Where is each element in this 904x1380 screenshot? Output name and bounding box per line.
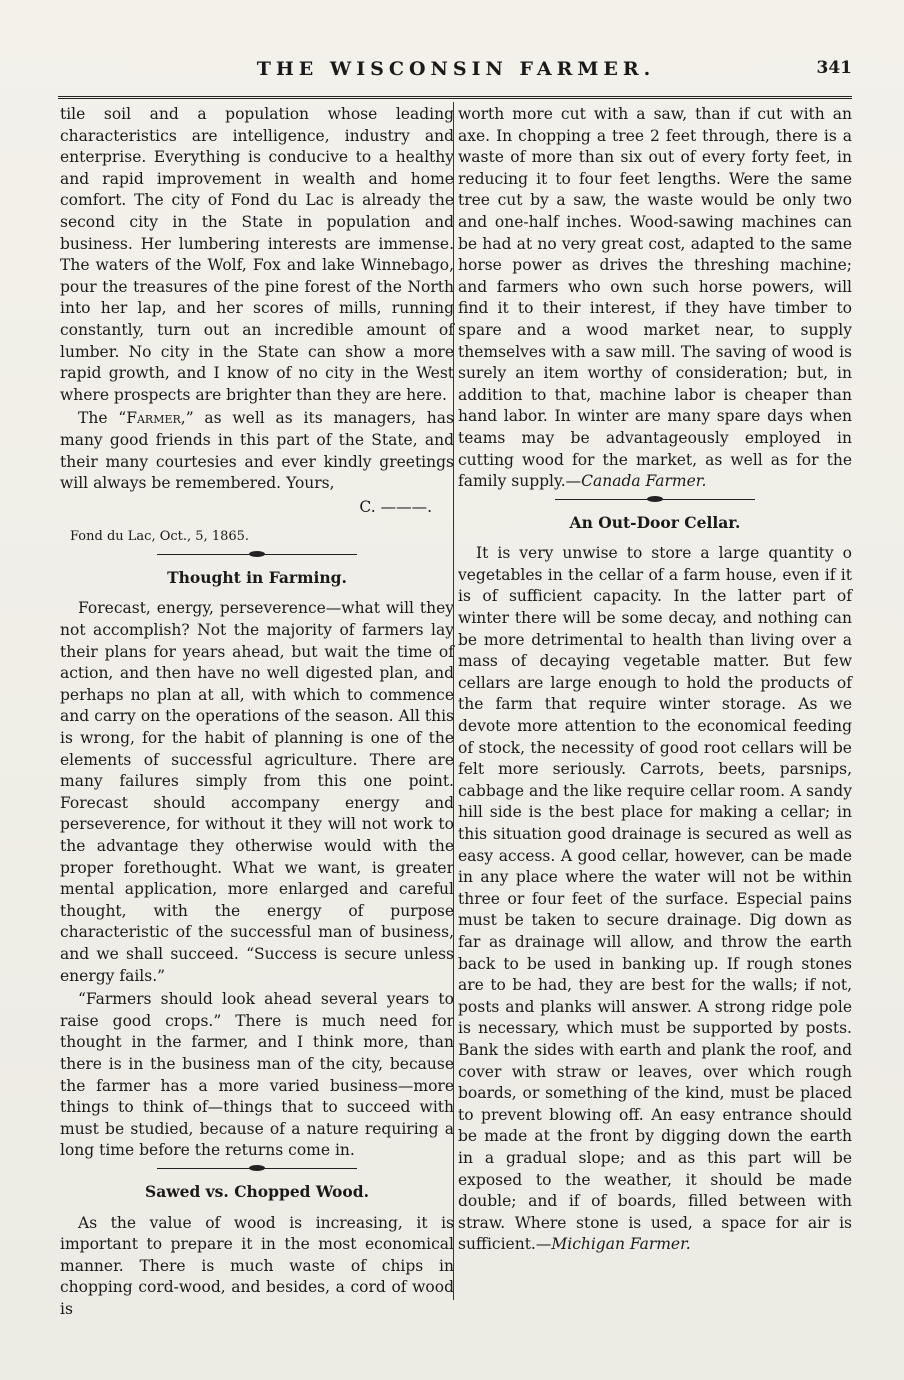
heading-thought-in-farming: Thought in Farming. bbox=[167, 567, 347, 587]
letter-closing: Yours, bbox=[286, 474, 335, 493]
cellar-text: It is very unwise to store a large quantity o vegetables in the cellar of a farm house, even if it is of sufficient capacity. In the latter part of winter there will be some decay, and nothing can be more detrimental to health than living over a mass of decaying vegetable matter. But few cellars are large enough to hold the products of the farm that require winter storage. As we devote more attention to the economical feeding of stock, the necessity of good root cellars will be felt more seriously. Carrots, beets, parsnips, cabbage and the like require cellar room. A sandy hill side is the best place for making a cellar; in this situation good drainage is secured as well as easy access. A good cellar, however, can be made in any place where the water will not be within three or four feet of the surface. Especial pains must be taken to secure drainage. Dig down as far as drainage will allow, and throw the earth back to be used in banking up. If rough stones are to be had, they are best for the walls; if not, posts and planks will answer. A strong ridge pole is necessary, which must be supported by posts. Bank the sides with earth and plank the roof, and cover with straw or leaves, over which rough boards, or something of the kind, must be placed to prevent blowing off. An easy entrance should be made at the front by digging down the earth in a gradual slope; and as this part will be exposed to the weather, it should be made double; and if of boards, filled between with straw. Where stone is used, a space for air is sufficient.— bbox=[458, 544, 852, 1254]
sawed-continued-text: worth more cut with a saw, than if cut with an axe. In chopping a tree 2 feet through, there is a waste of more than six out of every forty feet, in reducing it to four feet lengths. Were the same tree cut by a saw, the waste would be only two and one-half inches. Wood-sawing machines can be had at no very great cost, adapted to the same horse power as drives the threshing machine; and farmers who own such horse powers, will find it to their interest, if they have timber to spare and a wood market near, to supply themselves with a saw mill. The saving of wood is surely an item worthy of consideration; but, in addition to that, machine labor is cheaper than hand labor. In winter are many spare days when teams may be advantageously employed in cutting wood for the market, as well as for the family supply.— bbox=[458, 105, 852, 491]
left-paragraph-2 bbox=[60, 408, 454, 494]
letter-signature: C. ———. bbox=[359, 497, 432, 516]
left-paragraph-1: tile soil and a population whose leading characteristics are intelligence, industry and enterprise. Everything is conducive to a healthy and rapid improvement in wealth and home comfort. The city of Fond du Lac is already the second city in the State in population and business. Her lumbering interests are immense. The waters of the Wolf, Fox and lake Winnebago, pour the treasures of the pine forest of the North into her lap, and her scores of mills, running constantly, turn out an incredible amount of lumber. No city in the State can show a more rapid growth, and I know of no city in the West where prospects are brighter than they are here. bbox=[60, 105, 454, 404]
dateline: Fond du Lac, Oct., 5, 1865. bbox=[70, 529, 250, 545]
sawed-paragraph-continued bbox=[458, 104, 852, 493]
section-divider bbox=[555, 499, 755, 504]
page-header bbox=[60, 58, 852, 86]
heading-sawed-vs-chopped-wood: Sawed vs. Chopped Wood. bbox=[145, 1181, 369, 1201]
farmer-small-caps: Farmer bbox=[126, 409, 181, 428]
left-paragraph-2-rest: ,” as well as its managers, has many good friends in this part of the State, and their many courtesies and ever kindly greetings will always be remembered. bbox=[60, 409, 454, 493]
heading-out-door-cellar: An Out-Door Cellar. bbox=[569, 512, 741, 532]
thought-paragraph-2: “Farmers should look ahead several years to raise good crops.” There is much need for thought in the farmer, and I think more, than there is in the business man of the city, because the farmer has a more varied business—more things to think of—things that to succeed with must be studied, because of a nature requiring a long time before the returns come in. bbox=[60, 990, 454, 1160]
section-divider bbox=[157, 554, 357, 559]
column-divider bbox=[453, 102, 454, 1300]
header-rule bbox=[58, 96, 852, 99]
right-column bbox=[458, 104, 852, 1258]
left-column bbox=[60, 104, 454, 1322]
left-paragraph-2-prefix: The “ bbox=[78, 409, 127, 428]
section-divider bbox=[157, 1168, 357, 1173]
cellar-paragraph-1 bbox=[458, 543, 852, 1256]
thought-paragraph-1: Forecast, energy, perseverence—what will they not accomplish? Not the majority of farmers lay their plans for years ahead, but wait the time of action, and then have no well digested plan, and perhaps no plan at all, with which to commence and carry on the operations of the season. All this is wrong, for the habit of planning is one of the elements of successful agriculture. There are many failures simply from this one point. Forecast should accompany energy and perseverence, for without it they will not work to the advantage they otherwise would with the proper forethought. What we want, is greater mental application, more enlarged and careful thought, with the energy of purpose characteristic of the successful man of business, and we shall succeed. “Success is secure unless energy fails.” bbox=[60, 599, 454, 985]
sawed-paragraph-1: As the value of wood is increasing, it is important to prepare it in the most economical manner. There is much waste of chips in chopping cord-wood, and besides, a cord of wood is bbox=[60, 1213, 454, 1318]
page-number: 341 bbox=[816, 58, 852, 78]
source-canada-farmer: Canada Farmer. bbox=[581, 472, 707, 491]
running-title: THE WISCONSIN FARMER. bbox=[256, 58, 656, 80]
source-michigan-farmer: Michigan Farmer. bbox=[551, 1235, 691, 1254]
